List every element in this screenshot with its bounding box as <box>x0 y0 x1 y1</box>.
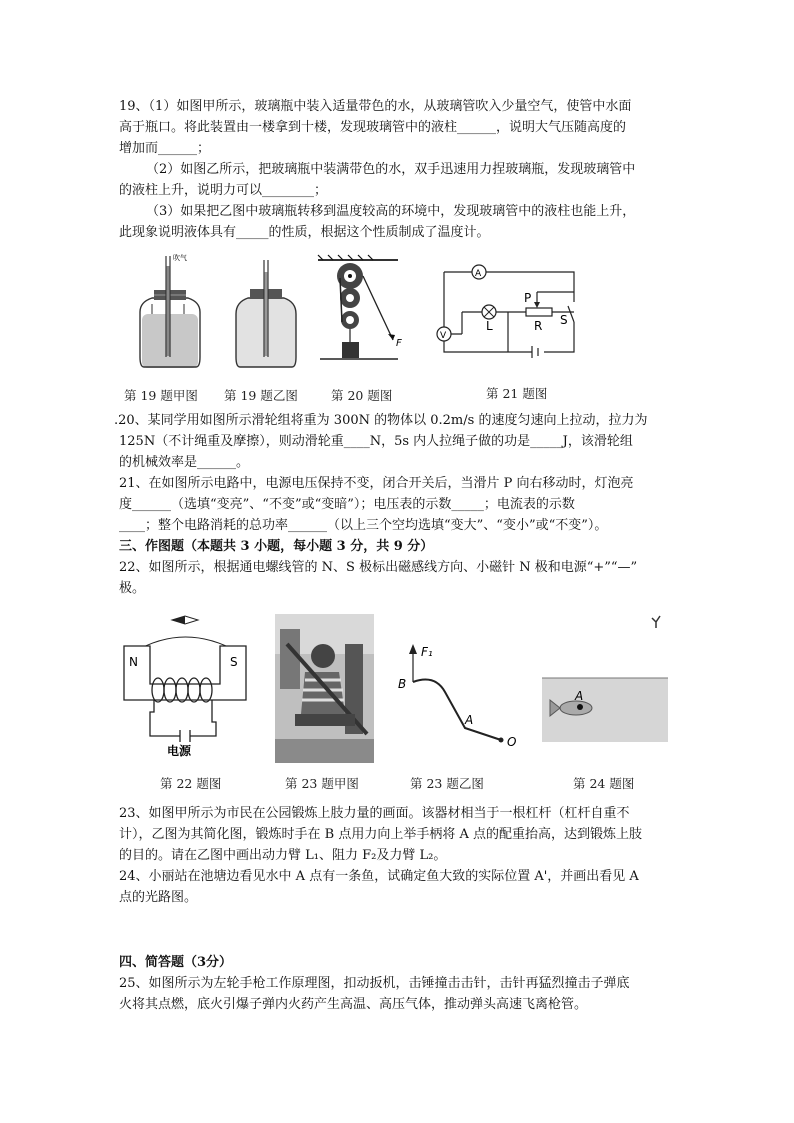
blow-label: 吹气 <box>173 254 187 262</box>
lever-f1-label: F₁ <box>421 645 433 659</box>
q22-line-2: 极。 <box>119 581 146 596</box>
caption-23a: 第 23 题甲图 <box>285 776 359 791</box>
q19-line-4: （2）如图乙所示，把玻璃瓶中装满带色的水，双手迅速用力捏玻璃瓶，发现玻璃管中 <box>146 162 636 177</box>
caption-20: 第 20 题图 <box>331 388 393 403</box>
caption-23b: 第 23 题乙图 <box>410 776 484 791</box>
q20-line-2: 125N（不计绳重及摩擦），则动滑轮重____N，5s 内人拉绳子做的功是_____J，该滑轮组 <box>119 434 633 449</box>
figure-23b-lever <box>395 640 525 755</box>
q19-line-7: 此现象说明液体具有_____的性质，根据这个性质制成了温度计。 <box>119 225 490 240</box>
q19-line-3: 增加而______； <box>119 141 211 156</box>
q25-line-1: 25、如图所示为左轮手枪工作原理图，扣动扳机，击锤撞击击针，击针再猛烈撞击子弹底 <box>119 976 630 991</box>
q22-line-1: 22、如图所示，根据通电螺线管的 N、S 极标出磁感线方向、小磁针 N 极和电源“+”“—” <box>119 560 638 575</box>
resistor-label: R <box>534 319 543 333</box>
power-source-label: 电源 <box>167 744 192 758</box>
caption-19a: 第 19 题甲图 <box>124 388 198 403</box>
pulley-force-label: F <box>396 338 402 349</box>
q23-line-3: 的目的。请在乙图中画出动力臂 L₁、阻力 F₂及力臂 L₂。 <box>119 848 447 863</box>
lamp-label: L <box>486 319 493 333</box>
section-3-title: 三、作图题（本题共 3 小题，每小题 3 分，共 9 分） <box>119 539 434 554</box>
figure-19a-bottle-blow <box>132 252 207 374</box>
q19-line-1: 19、（1）如图甲所示，玻璃瓶中装入适量带色的水，从玻璃管吹入少量空气，使管中水面 <box>119 99 632 114</box>
caption-22: 第 22 题图 <box>160 776 222 791</box>
q23-line-2: 计），乙图为其简化图，锻炼时手在 B 点用力向上举手柄将 A 点的配重抬高，达到锻炼上肢 <box>119 827 642 842</box>
caption-21: 第 21 题图 <box>486 386 548 401</box>
figure-24-fish <box>542 612 668 742</box>
caption-24: 第 24 题图 <box>573 776 635 791</box>
caption-19b: 第 19 题乙图 <box>224 388 298 403</box>
q20-line-1: .20、某同学用如图所示滑轮组将重为 300N 的物体以 0.2m/s 的速度匀速向上拉动，拉力为 <box>114 413 648 428</box>
lever-o-label: O <box>507 735 517 749</box>
q25-line-2: 火将其点燃，底火引爆子弹内火药产生高温、高压气体，推动弹头高速飞离枪管。 <box>119 997 588 1012</box>
q19-line-5: 的液柱上升，说明力可以________； <box>119 183 328 198</box>
section-4-title: 四、简答题（3分） <box>119 955 233 970</box>
figure-21-circuit <box>432 262 582 360</box>
lever-b-label: B <box>398 677 407 691</box>
figure-22-solenoid <box>120 612 255 762</box>
q24-line-1: 24、小丽站在池塘边看见水中 A 点有一条鱼，试确定鱼大致的实际位置 A'，并画出看见 A <box>119 869 639 884</box>
fish-a-label: A <box>575 689 584 703</box>
q21-line-3: ____；整个电路消耗的总功率______（以上三个空均选填“变大”、“变小”或“不变”）。 <box>119 518 608 533</box>
q23-line-1: 23、如图甲所示为市民在公园锻炼上肢力量的画面。该器材相当于一根杠杆（杠杆自重不 <box>119 806 630 821</box>
q20-line-3: 的机械效率是______。 <box>119 455 250 470</box>
lever-a-label: A <box>465 713 474 727</box>
figure-23a-photo <box>275 614 374 763</box>
switch-label: S <box>560 313 568 327</box>
voltmeter-label: V <box>440 331 447 341</box>
ammeter-label: A <box>475 269 482 279</box>
q19-line-6: （3）如果把乙图中玻璃瓶转移到温度较高的环境中，发现玻璃管中的液柱也能上升， <box>146 204 636 219</box>
figure-20-pulley <box>318 258 408 368</box>
pole-s-label: S <box>230 655 238 669</box>
q19-line-2: 高于瓶口。将此装置由一楼拿到十楼，发现玻璃管中的液柱______，说明大气压随高度的 <box>119 120 627 135</box>
q21-line-1: 21、在如图所示电路中，电源电压保持不变，闭合开关后，当滑片 P 向右移动时，灯泡亮 <box>119 476 634 491</box>
figure-19b-bottle-squeeze <box>230 252 302 374</box>
pole-n-label: N <box>129 655 138 669</box>
q24-line-2: 点的光路图。 <box>119 890 198 905</box>
q21-line-2: 度______（选填“变亮”、“不变”或“变暗”）；电压表的示数_____；电流表的示数 <box>119 497 575 512</box>
slider-label: P <box>524 291 532 305</box>
